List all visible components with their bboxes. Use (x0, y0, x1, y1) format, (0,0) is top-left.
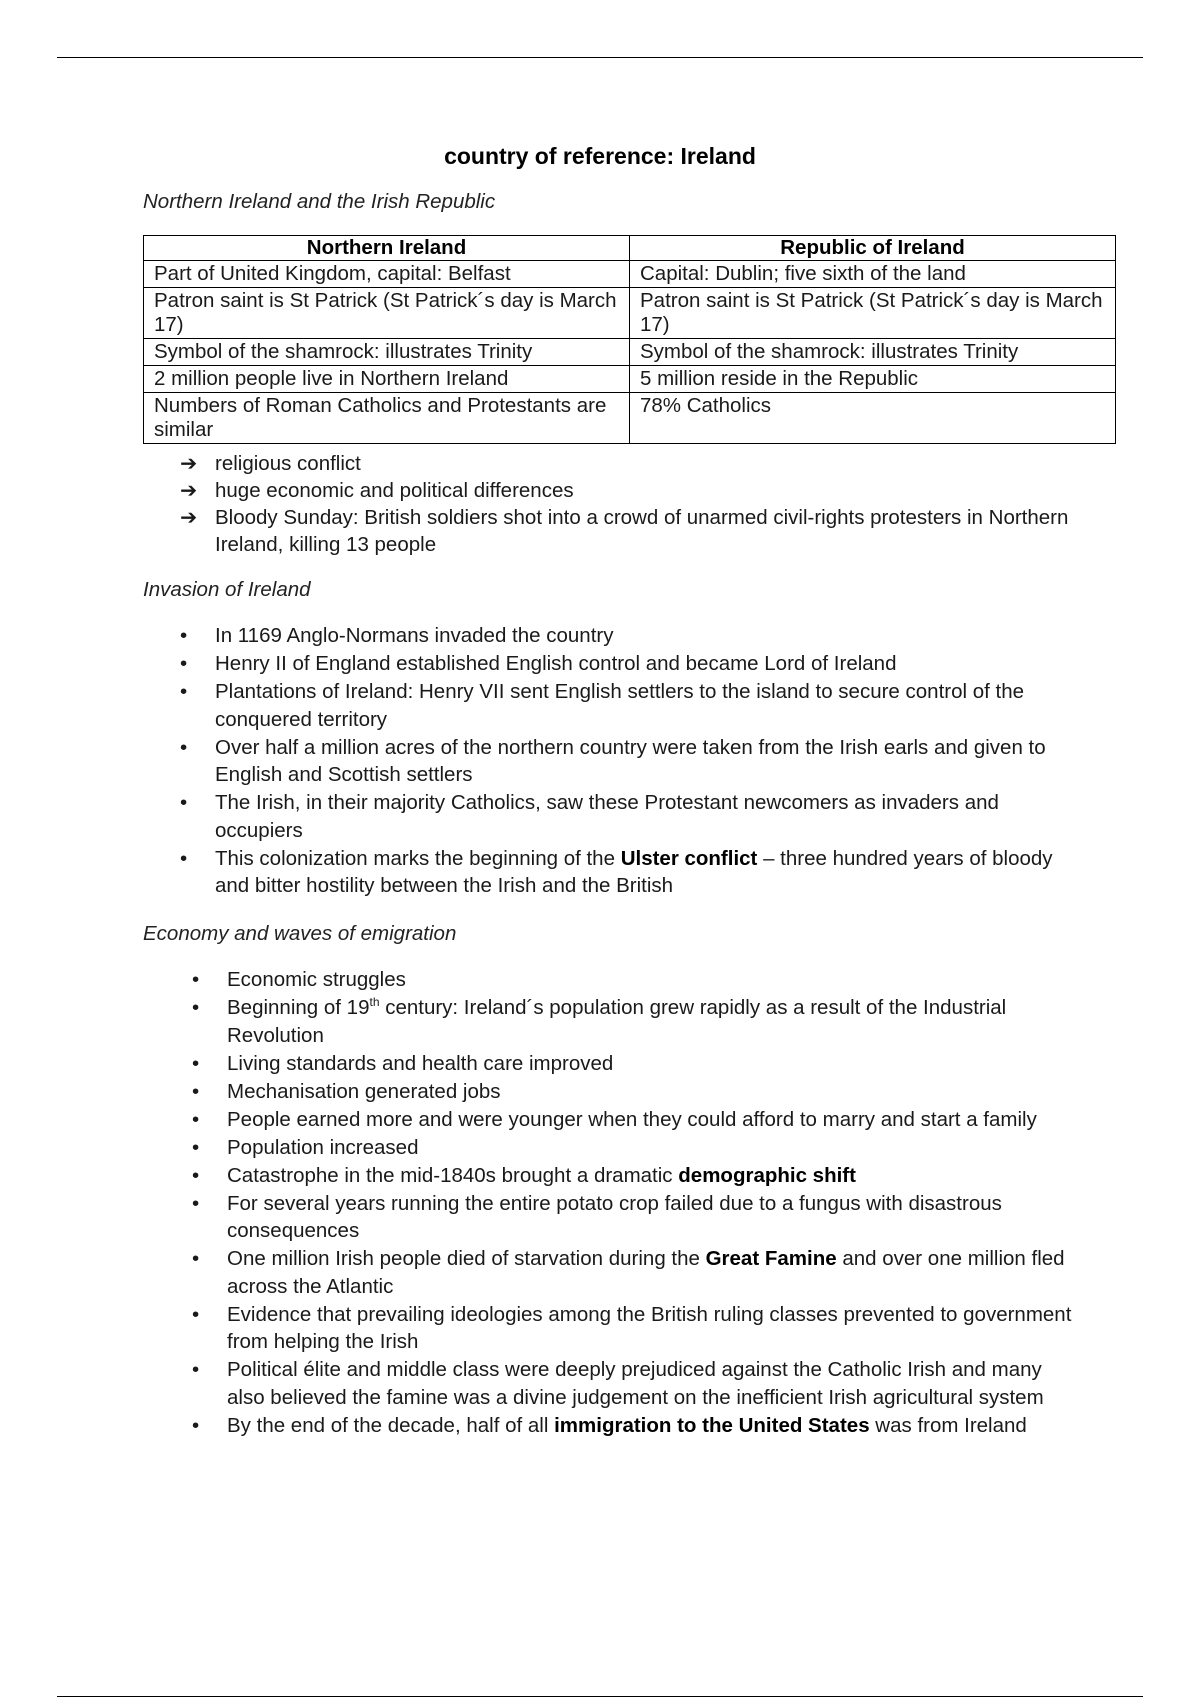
table-row (144, 393, 1116, 444)
bullet-icon: • (180, 791, 188, 814)
list-item: • People earned more and were younger when they could afford to marry and start a family (192, 1106, 1072, 1134)
right-arrow-icon: ➔ (180, 452, 198, 475)
immigration-us-term: immigration to the United States (554, 1413, 870, 1437)
list-item: • Mechanisation generated jobs (192, 1078, 1072, 1106)
list-item: • Living standards and health care improved (192, 1050, 1072, 1078)
list-item-text: Bloody Sunday: British soldiers shot into a crowd of unarmed civil-rights protesters in Northern Ireland, killing 13 people (215, 506, 1069, 556)
table-row (144, 288, 1116, 339)
table-row (144, 261, 1116, 288)
section-heading-invasion: Invasion of Ireland (143, 578, 311, 601)
list-item: • The Irish, in their majority Catholics, saw these Protestant newcomers as invaders and occupiers (180, 791, 999, 842)
invasion-bullet-list (180, 622, 1080, 900)
list-item (180, 477, 1080, 504)
table-cell: Part of United Kingdom, capital: Belfast (144, 261, 630, 288)
bullet-icon: • (192, 1107, 200, 1131)
bullet-icon: • (180, 846, 188, 870)
list-item (180, 504, 1080, 558)
table-header-cell: Republic of Ireland (630, 236, 1116, 261)
bullet-icon: • (192, 1302, 200, 1326)
demographic-shift-term: demographic shift (678, 1163, 856, 1187)
bullet-icon: • (192, 968, 200, 991)
section-heading-economy: Economy and waves of emigration (143, 922, 457, 945)
bullet-icon: • (180, 735, 188, 759)
table-cell: 78% Catholics (630, 393, 1116, 444)
table-header-cell: Northern Ireland (144, 236, 630, 261)
bullet-icon: • (192, 1413, 200, 1437)
header-rule (57, 57, 1143, 58)
bullet-icon: • (192, 1163, 200, 1187)
list-item: • For several years running the entire potato crop failed due to a fungus with disastrous consequences (192, 1191, 1002, 1242)
list-item: • By the end of the decade, half of all immigration to the United States was from Ireland (192, 1412, 1072, 1440)
table-cell: Symbol of the shamrock: illustrates Trinity (630, 339, 1116, 366)
list-item: • Beginning of 19th century: Ireland´s population grew rapidly as a result of the Industrial Revolution (192, 995, 1007, 1047)
section-heading-northern-ireland: Northern Ireland and the Irish Republic (143, 190, 496, 213)
economy-bullet-list (192, 966, 1072, 1440)
comparison-table (143, 235, 1116, 444)
bullet-icon: • (180, 624, 188, 647)
list-item: • Population increased (192, 1134, 1072, 1162)
table-cell: Numbers of Roman Catholics and Protestants are similar (144, 393, 630, 444)
arrow-list (180, 450, 1080, 558)
bullet-icon: • (192, 996, 200, 1019)
table-header-row (144, 236, 1116, 261)
bullet-icon: • (192, 1079, 200, 1103)
table-cell: 2 million people live in Northern Ireland (144, 366, 630, 393)
list-item: • This colonization marks the beginning of the Ulster conflict – three hundred years of bloody and bitter hostility between the Irish and the British (180, 846, 1053, 897)
table-cell: Symbol of the shamrock: illustrates Trinity (144, 339, 630, 366)
list-item: • Economic struggles (192, 966, 1072, 994)
list-item: • Evidence that prevailing ideologies among the British ruling classes prevented to government from helping the Irish (192, 1302, 1072, 1353)
list-item-text: religious conflict (215, 452, 361, 475)
bullet-icon: • (192, 1247, 200, 1270)
page-title: country of reference: Ireland (444, 143, 756, 169)
bullet-icon: • (192, 1051, 200, 1075)
list-item: • Over half a million acres of the northern country were taken from the Irish earls and given to English and Scottish settlers (180, 735, 1046, 786)
ulster-conflict-term: Ulster conflict (620, 846, 758, 870)
list-item: • One million Irish people died of starvation during the Great Famine and over one million fled across the Atlantic (192, 1247, 1065, 1298)
table-row (144, 339, 1116, 366)
table-row (144, 366, 1116, 393)
bullet-icon: • (192, 1135, 200, 1159)
right-arrow-icon: ➔ (180, 479, 198, 502)
table-cell: Capital: Dublin; five sixth of the land (630, 261, 1116, 288)
bullet-icon: • (180, 652, 188, 675)
great-famine-term: Great Famine (705, 1247, 837, 1270)
footer-rule (57, 1696, 1143, 1697)
table-cell: Patron saint is St Patrick (St Patrick´s day is March 17) (144, 288, 630, 339)
right-arrow-icon: ➔ (180, 506, 198, 529)
list-item: • Plantations of Ireland: Henry VII sent English settlers to the island to secure control of the conquered territory (180, 680, 1025, 731)
list-item: • Henry II of England established English control and became Lord of Ireland (180, 650, 1080, 678)
bullet-icon: • (192, 1358, 200, 1381)
bullet-icon: • (180, 680, 188, 703)
list-item-text: huge economic and political differences (215, 479, 574, 502)
list-item (180, 450, 1080, 477)
list-item: • Political élite and middle class were deeply prejudiced against the Catholic Irish and many also believed the famine was a divine judgement on the inefficient Irish agricultural system (192, 1358, 1044, 1409)
table-cell: 5 million reside in the Republic (630, 366, 1116, 393)
bullet-icon: • (192, 1191, 200, 1215)
list-item: • In 1169 Anglo-Normans invaded the country (180, 622, 1080, 650)
list-item: • Catastrophe in the mid-1840s brought a dramatic demographic shift (192, 1162, 1072, 1190)
table-cell: Patron saint is St Patrick (St Patrick´s day is March 17) (630, 288, 1116, 339)
